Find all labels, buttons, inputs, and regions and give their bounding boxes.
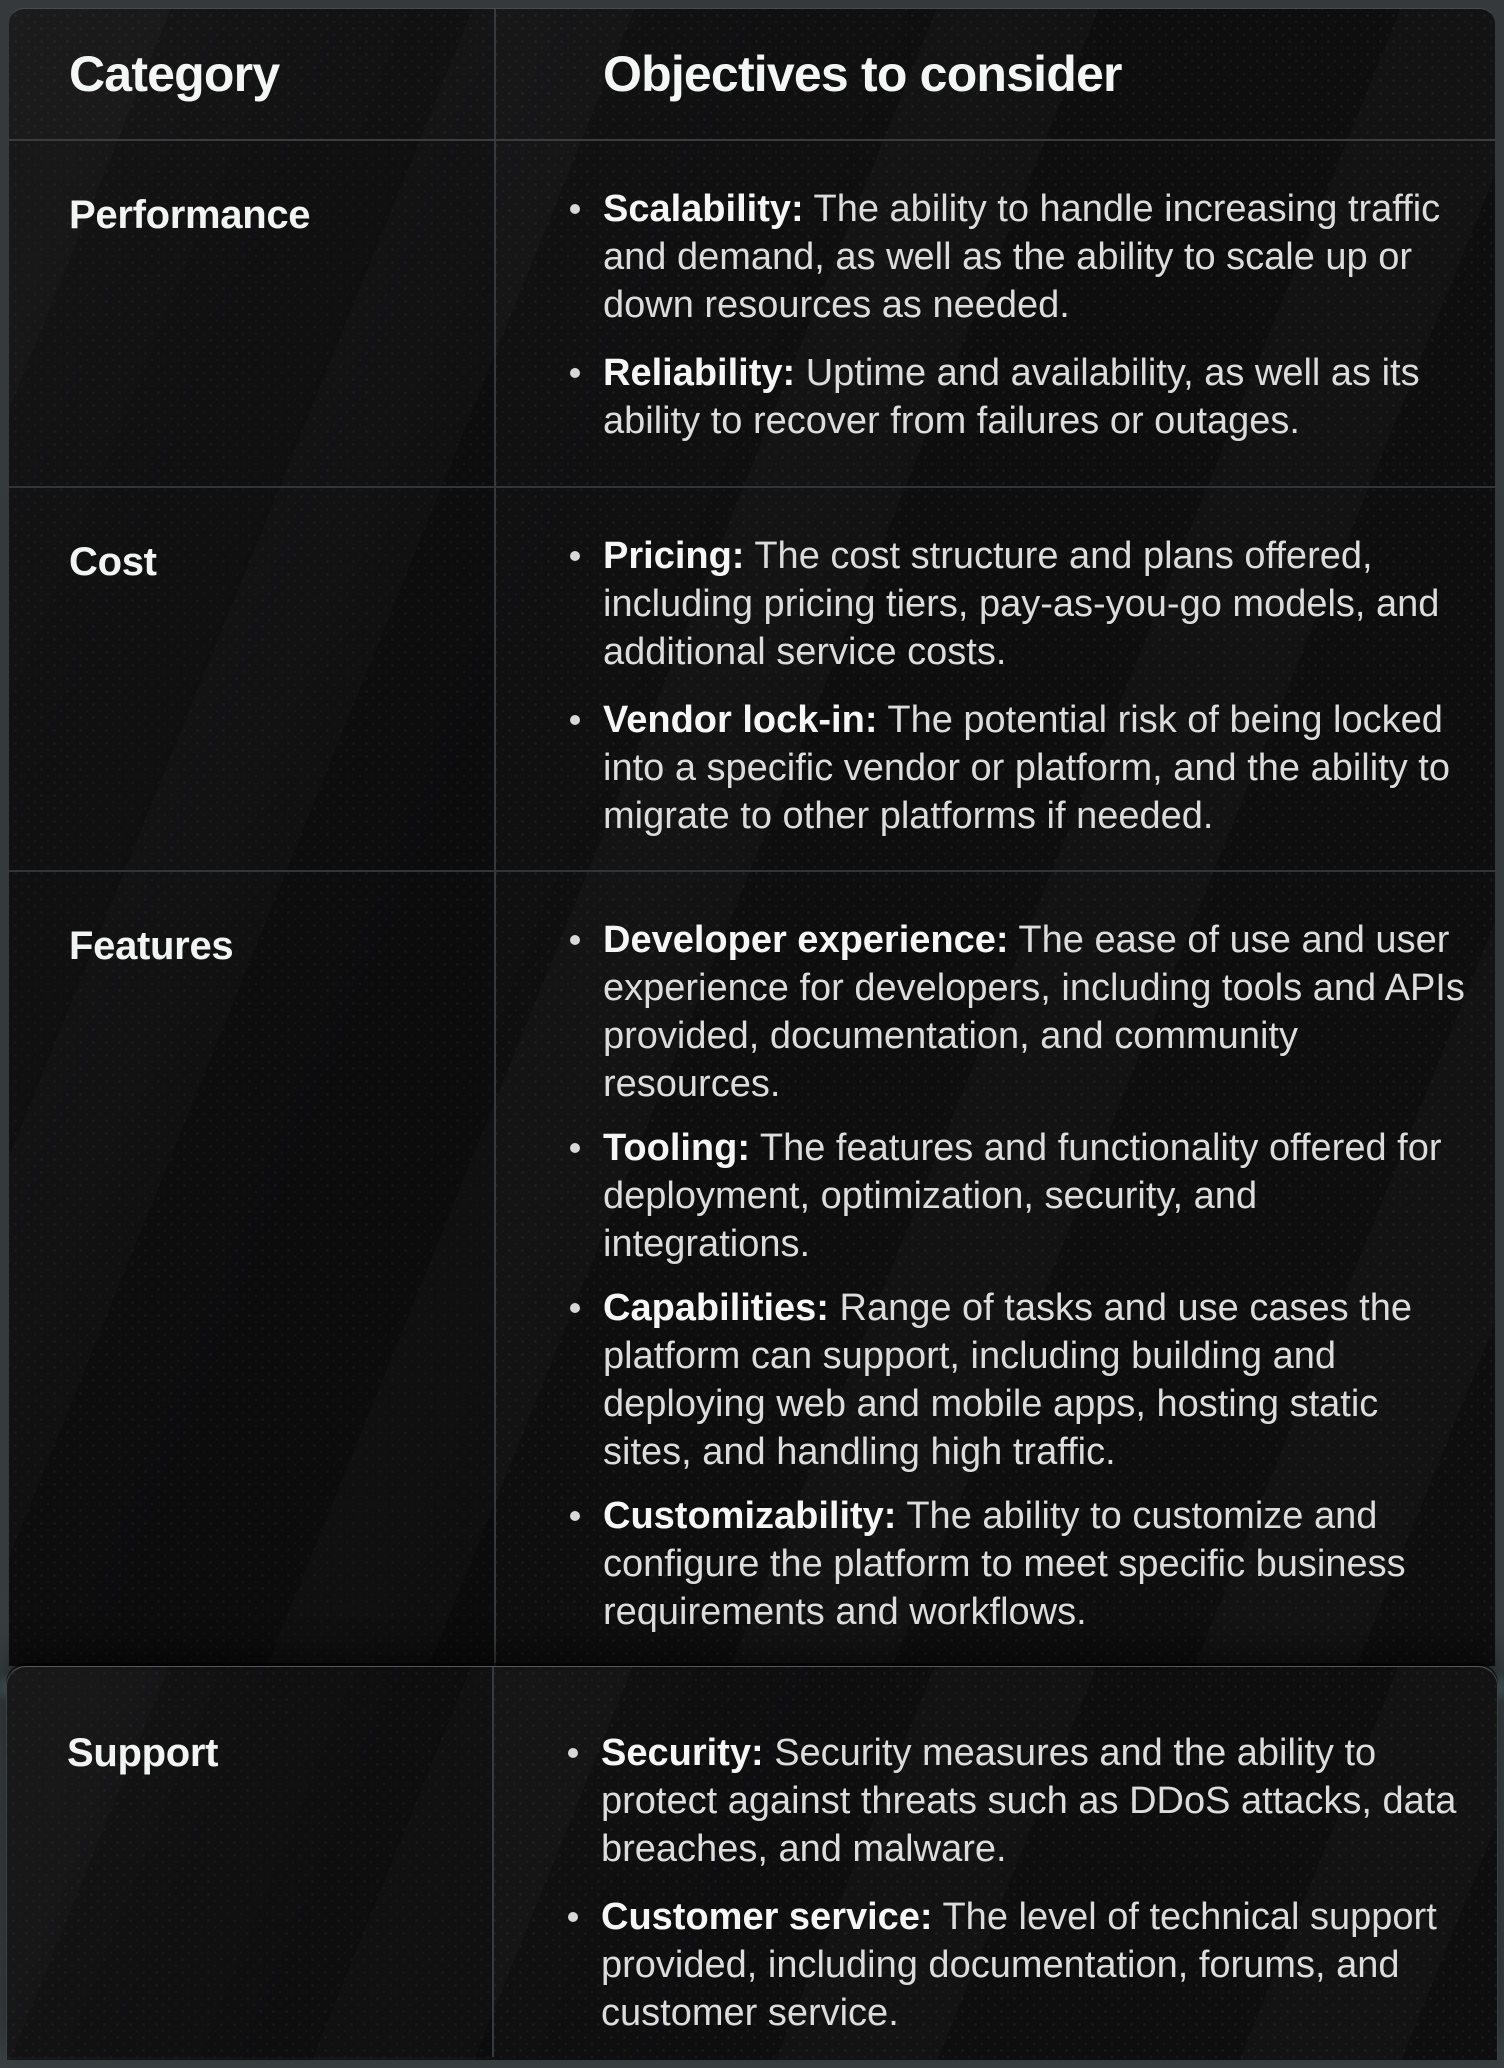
objective-desc: Security measures and the ability to protect against threats such as DDoS attacks, data breaches, and malware. [601,1732,1457,1870]
objective-term: Customizability: [603,1495,897,1537]
column-header-objectives-cell [496,9,1495,139]
objective-item [570,1284,1467,1476]
objective-text [603,185,1467,329]
category-label: Support [67,1731,219,1775]
bullet-icon [570,368,580,378]
objective-term: Customer service: [601,1896,933,1938]
bullet-icon [570,1303,580,1313]
objective-item [570,1124,1467,1268]
table-header-row [9,9,1495,141]
bullet-icon [570,551,580,561]
bullet-icon [568,1748,578,1758]
objectives-cell [496,488,1495,870]
objective-desc: The features and functionality offered for deployment, optimization, security, and integrations. [603,1127,1442,1265]
support-table-body [7,1667,1497,2057]
column-header-objectives: Objectives to consider [603,46,1122,102]
category-label: Performance [69,193,311,237]
bullet-icon [570,1143,580,1153]
table-row-support [7,1667,1497,2057]
objective-item [570,916,1467,1108]
table-body [9,141,1495,1666]
table-row-features [9,872,1495,1666]
category-cell [7,1667,494,2057]
objectives-cell [496,872,1495,1666]
objectives-cell [494,1667,1497,2057]
objective-desc: The ability to customize and configure the platform to meet specific business requirements and workflows. [603,1495,1406,1633]
objective-desc: The potential risk of being locked into a specific vendor or platform, and the ability to migrate to other platforms if needed. [603,699,1451,837]
objective-desc: Uptime and availability, as well as its ability to recover from failures or outages. [603,352,1420,442]
objective-text [603,349,1467,445]
category-cell [9,488,496,870]
objective-text [601,1893,1469,2037]
category-cell [9,872,496,1666]
objective-text [603,916,1467,1108]
objectives-cell [496,141,1495,486]
column-header-category-cell [9,9,496,139]
support-row-card [6,1666,1498,2060]
objectives-list [570,916,1467,1636]
objective-item [568,1893,1469,2037]
objective-item [568,1729,1469,1873]
objectives-list [570,185,1467,445]
table-row-performance [9,141,1495,488]
bullet-icon [570,1511,580,1521]
objective-item [570,185,1467,329]
objective-text [601,1729,1469,1873]
objective-item [570,696,1467,840]
objective-desc: The level of technical support provided, including documentation, forums, and customer service. [601,1896,1437,2034]
comparison-table-card [8,8,1496,1666]
objective-item [570,349,1467,445]
category-label: Cost [69,540,157,584]
category-cell [9,141,496,486]
table-row-cost [9,488,1495,872]
objective-item [570,532,1467,676]
objective-desc: The ease of use and user experience for developers, including tools and APIs provided, documentation, and community resources. [603,919,1465,1105]
objectives-list [570,532,1467,840]
objective-term: Reliability: [603,352,796,394]
bullet-icon [570,204,580,214]
bullet-icon [568,1912,578,1922]
objective-term: Vendor lock-in: [603,699,878,741]
bullet-icon [570,715,580,725]
objective-text [603,532,1467,676]
bullet-icon [570,935,580,945]
objective-term: Security: [601,1732,764,1774]
objective-term: Developer experience: [603,919,1009,961]
objective-desc: The cost structure and plans offered, including pricing tiers, pay-as-you-go models, and additional service costs. [603,535,1440,673]
objective-item [570,1492,1467,1636]
objective-term: Capabilities: [603,1287,829,1329]
objective-desc: The ability to handle increasing traffic and demand, as well as the ability to scale up or down resources as needed. [603,188,1441,326]
objective-desc: Range of tasks and use cases the platform can support, including building and deploying web and mobile apps, hosting static sites, and handling high traffic. [603,1287,1412,1473]
category-label: Features [69,924,234,968]
objective-text [603,1492,1467,1636]
objective-text [603,1284,1467,1476]
objective-term: Pricing: [603,535,745,577]
column-header-category: Category [69,46,280,102]
objective-term: Tooling: [603,1127,751,1169]
objectives-list [568,1729,1469,2037]
objective-term: Scalability: [603,188,804,230]
objective-text [603,696,1467,840]
objective-text [603,1124,1467,1268]
